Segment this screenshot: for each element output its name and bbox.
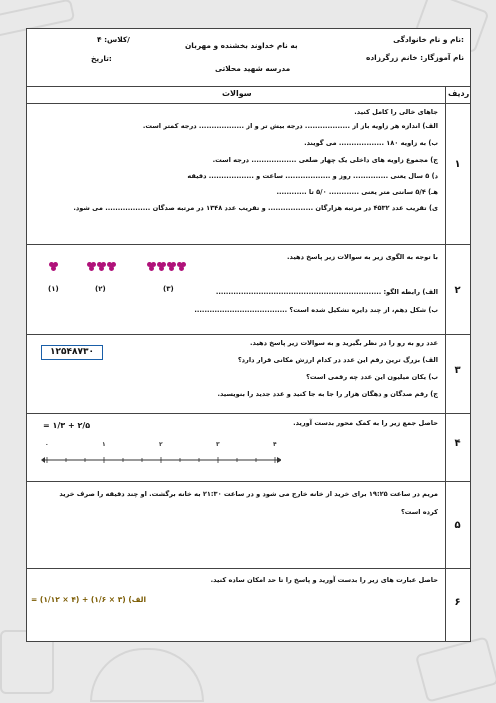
background-protractor <box>90 648 204 702</box>
pattern-shape <box>97 262 106 271</box>
questions-column-header: سوالات <box>222 89 252 98</box>
question-number: ۱ <box>454 159 461 170</box>
axis-tick-label: ۴ <box>273 441 277 448</box>
question-text: عدد رو به رو را در نظر بگیرید و به سوالات زیر پاسخ دهید. <box>250 339 438 347</box>
pattern-shape <box>87 262 96 271</box>
question-row <box>27 414 470 482</box>
question-text: الف) رابطه الگو: .................................................................. <box>215 288 438 296</box>
axis-tick-label: ۳ <box>216 441 220 448</box>
question-number: ۶ <box>454 597 461 608</box>
class-label: کلاس: ۴/ <box>97 35 130 44</box>
question-text: جاهای خالی را کامل کنید. <box>354 108 438 116</box>
background-compass <box>415 636 496 702</box>
question-text: الف) اندازه هر زاویه باز از .................. درجه بیش تر و از .................. درجه کمتر است. <box>142 122 438 130</box>
figure-label: (۲) <box>95 285 106 293</box>
question-number: ۲ <box>454 285 461 296</box>
question-row <box>27 335 470 414</box>
number-line <box>41 450 281 470</box>
pattern-shape <box>177 262 186 271</box>
axis-tick-label: ۱ <box>102 441 106 448</box>
question-text: مریم در ساعت ۱۹:۲۵ برای خرید از خانه خارج می شود و در ساعت ۲۱:۳۰ به خانه برگشت. او چند دقیقه را صرف خرید <box>59 490 438 498</box>
pattern-shape <box>147 262 156 271</box>
question-text: ب) به زاویه ۱۸۰ .................. می گویند. <box>304 139 438 147</box>
sum-expression: ۲/۵ + ۱/۳ = <box>43 421 91 430</box>
question-row <box>27 569 470 641</box>
exam-sheet <box>26 28 471 642</box>
figure-label: (۳) <box>163 285 174 293</box>
student-name-label: نام و نام خانوادگی: <box>393 35 464 44</box>
question-number: ۳ <box>454 365 461 376</box>
pattern-shape <box>157 262 166 271</box>
number-box: ۱۲۵۴۸۷۳۰ <box>41 345 103 360</box>
question-text: ب) شکل دهم، از چند دایره تشکیل شده است؟ ..................................... <box>194 306 438 314</box>
question-text: حاصل عبارت های زیر را بدست آورید و پاسخ را تا حد امکان ساده کنید. <box>210 576 438 584</box>
teacher-label: نام آموزگار: خانم زرگرزاده <box>366 53 464 62</box>
question-text: کرده است؟ <box>400 508 438 516</box>
question-row <box>27 245 470 335</box>
question-row <box>27 104 470 245</box>
axis-tick-label: ۰ <box>45 441 49 448</box>
question-text: ب) یکان میلیون این عدد چه رقمی است؟ <box>306 373 438 381</box>
question-text: با توجه به الگوی زیر به سوالات زیر پاسخ دهید. <box>287 253 438 261</box>
table-head <box>27 86 470 104</box>
exam-header <box>27 29 470 87</box>
row-column-header: ردیف <box>448 89 470 98</box>
basmala: به نام خداوند بخشنده و مهربان <box>185 41 298 50</box>
question-text: الف) بزرگ ترین رقم این عدد در کدام ارزش مکانی قرار دارد؟ <box>237 356 438 364</box>
pattern-shape <box>107 262 116 271</box>
question-text: ج) رقم صدگان و دهگان هزار را جا به جا کنید و عدد جدید را بنویسید. <box>217 390 438 398</box>
question-text: هـ) ۵/۴ سانتی متر یعنی ............ ۵/۰ تا ............ <box>276 188 438 196</box>
question-number: ۵ <box>454 520 461 531</box>
question-row <box>27 482 470 569</box>
school-name: مدرسه شهید محلاتی <box>215 64 291 73</box>
pattern-shape <box>167 262 176 271</box>
fraction-expression: الف) (۳ × ۱/۶) + (۴ × ۱/۱۲) = <box>31 595 147 604</box>
date-label: تاریخ: <box>91 54 112 63</box>
pattern-shape <box>49 262 58 271</box>
figure-label: (۱) <box>48 285 59 293</box>
question-text: حاصل جمع زیر را به کمک محور بدست آورید. <box>293 419 438 427</box>
question-text: ج) مجموع زاویه های داخلی یک چهار ضلعی .................. درجه است. <box>212 156 438 164</box>
question-number: ۴ <box>454 438 461 449</box>
question-text: د) ۵ سال یعنی .............. روز و .................. ساعت و .................. دقیقه <box>187 172 438 180</box>
question-text: ی) تقریب عدد ۴۵۳۲ در مرتبه هزارگان .................. و تقریب عدد ۱۳۴۸ در مرتبه صدگان .................. می شود. <box>73 204 438 212</box>
axis-tick-label: ۲ <box>159 441 163 448</box>
